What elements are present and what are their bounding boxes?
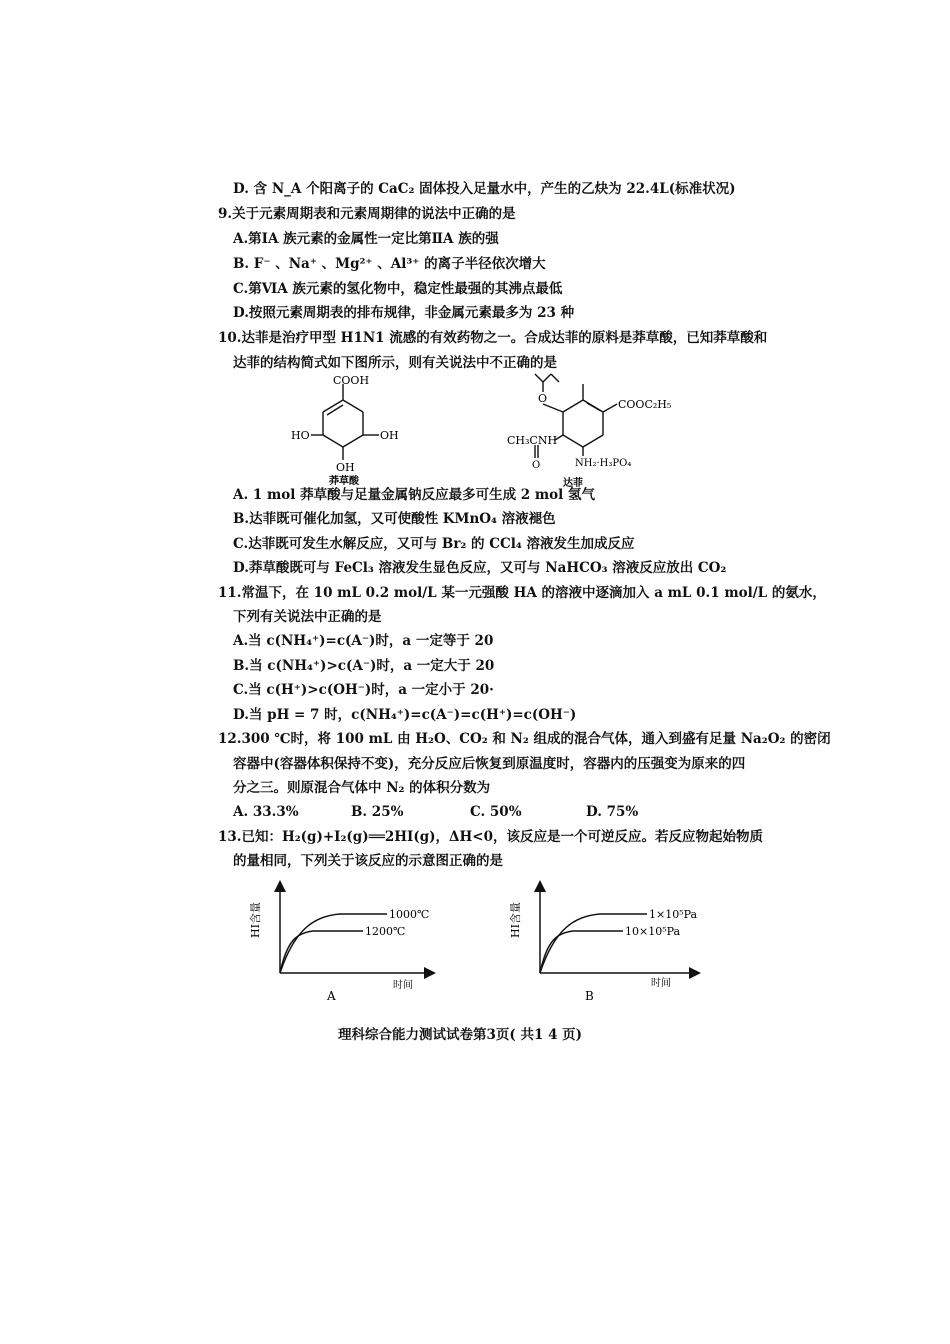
q9-option-d: D.按照元素周期表的排布规律，非金属元素最多为 23 种 [233, 305, 575, 321]
q11-stem-line1: 11.常温下，在 10 mL 0.2 mol/L 某一元强酸 HA 的溶液中逐滴加入 a mL 0.1 mol/L 的氨水， [218, 585, 826, 601]
q11-stem-line2: 下列有关说法中正确的是 [233, 609, 382, 625]
q11-option-d: D.当 pH = 7 时，c(NH₄⁺)=c(A⁻)=c(H⁺)=c(OH⁻) [233, 707, 577, 723]
q9-option-c: C.第ⅥA 族元素的氢化物中，稳定性最强的其沸点最低 [233, 281, 563, 297]
q10-stem-line1: 10.达菲是治疗甲型 H1N1 流感的有效药物之一。合成达菲的原料是莽草酸，已知莽草酸和 [218, 330, 768, 346]
q11-option-b: B.当 c(NH₄⁺)>c(A⁻)时，a 一定大于 20 [233, 658, 495, 674]
q10-option-b: B.达菲既可催化加氢，又可使酸性 KMnO₄ 溶液褪色 [233, 511, 556, 527]
q9-option-b: B. F⁻ 、Na⁺ 、Mg²⁺ 、Al³⁺ 的离子半径依次增大 [233, 256, 546, 272]
graph-b-caption: B [585, 989, 594, 1003]
q10-option-d: D.莽草酸既可与 FeCl₃ 溶液发生显色反应，又可与 NaHCO₃ 溶液反应放出 CO₂ [233, 560, 727, 576]
graph-b-ylabel: HI含量 [509, 902, 522, 938]
q10-stem-line2: 达菲的结构简式如下图所示，则有关说法中不正确的是 [233, 355, 557, 371]
q12-option-c: C. 50% [470, 804, 522, 820]
oseltamivir-amide: CH₃CNH [507, 434, 558, 447]
graph-b-curve-low [540, 931, 623, 973]
shikimic-ho: HO [291, 429, 310, 442]
q9-stem: 9.关于元素周期表和元素周期律的说法中正确的是 [218, 206, 516, 222]
q11-option-c: C.当 c(H⁺)>c(OH⁻)时，a 一定小于 20· [233, 682, 494, 698]
q12-stem-line2: 容器中(容器体积保持不变)，充分反应后恢复到原温度时，容器内的压强变为原来的四 [233, 756, 746, 772]
graph-a [249, 878, 455, 1008]
oseltamivir-ester: COOC₂H₅ [618, 398, 672, 411]
q12-stem-line1: 12.300 ℃时，将 100 mL 由 H₂O、CO₂ 和 N₂ 组成的混合气体，通入到盛有足量 Na₂O₂ 的密闭 [218, 731, 831, 747]
graph-b-label-low: 10×10⁵Pa [625, 925, 681, 938]
graph-b-label-high: 1×10⁵Pa [649, 908, 698, 921]
shikimic-oh-right: OH [380, 429, 399, 442]
graph-a-ylabel: HI含量 [249, 902, 262, 938]
page-footer: 理科综合能力测试试卷第3页( 共1 4 页) [338, 1027, 583, 1043]
oseltamivir-structure [505, 368, 705, 490]
q11-option-a: A.当 c(NH₄⁺)=c(A⁻)时，a 一定等于 20 [233, 633, 494, 649]
graph-a-curve-high [280, 914, 387, 973]
oseltamivir-carbonyl-o: O [532, 460, 541, 471]
q10-option-a: A. 1 mol 莽草酸与足量金属钠反应最多可生成 2 mol 氢气 [233, 487, 595, 503]
graph-b [509, 878, 715, 1008]
q13-stem-line1: 13.已知：H₂(g)+I₂(g)══2HI(g)，ΔH<0，该反应是一个可逆反应。若反应物起始物质 [218, 829, 763, 845]
q12-stem-line3: 分之三。则原混合气体中 N₂ 的体积分数为 [233, 780, 491, 796]
q12-option-d: D. 75% [586, 804, 639, 820]
oseltamivir-ring-o: O [538, 392, 548, 405]
q9-option-a: A.第ⅠA 族元素的金属性一定比第ⅡA 族的强 [233, 231, 499, 247]
graph-a-caption: A [327, 989, 336, 1003]
q12-option-a: A. 33.3% [233, 804, 299, 820]
q10-option-c: C.达菲既可发生水解反应，又可与 Br₂ 的 CCl₄ 溶液发生加成反应 [233, 536, 635, 552]
graph-a-xlabel: 时间 [393, 980, 413, 991]
shikimic-cooh: COOH [333, 374, 370, 387]
q8-option-d: D. 含 N_A 个阳离子的 CaC₂ 固体投入足量水中，产生的乙炔为 22.4L(标准状况) [233, 181, 736, 197]
graph-b-curve-high [540, 914, 647, 973]
graph-b-xlabel: 时间 [651, 978, 671, 989]
oseltamivir-name: 达菲 [563, 478, 583, 489]
q13-stem-line2: 的量相同，下列关于该反应的示意图正确的是 [233, 853, 503, 869]
graph-a-label-high: 1000℃ [389, 908, 430, 921]
graph-a-label-low: 1200℃ [365, 925, 406, 938]
q12-option-b: B. 25% [351, 804, 404, 820]
oseltamivir-salt: NH₂·H₃PO₄ [575, 458, 632, 469]
shikimic-acid-structure [285, 370, 425, 488]
shikimic-oh-bottom: OH [336, 461, 355, 474]
graph-a-curve-low [280, 931, 363, 973]
shikimic-name: 莽草酸 [329, 476, 359, 487]
